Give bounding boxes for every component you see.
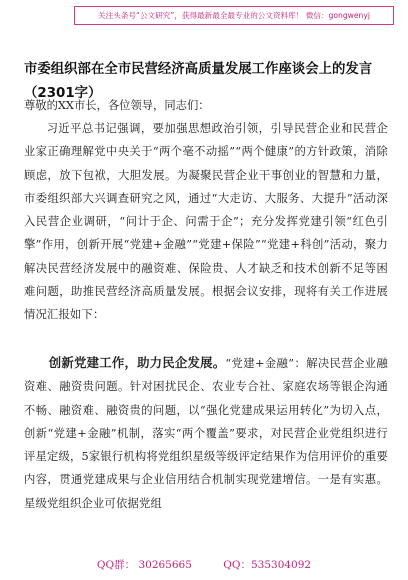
footer-qq-number: QQ：535304092 [223,559,312,571]
salutation: 尊敬的XX市长，各位领导，同志们： [24,99,210,112]
footer-qq-group: QQ群： 30265665 [96,559,192,571]
section-text: “党建+金融”：解决民营企业融资难、融资贵问题。针对困扰民企、农业专合社、家庭农场等银企沟通不畅、融资难、融资贵的问题，以“强化党建成果运用转化”为切入点，创新“党建+金融”机制，落实“两个覆盖”要求，对民营企业党组织进行评星定级，5家银行机构将党组织星级等级评定结果作为信用评价的重要内容，贯通党建成果与企业信用结合机制实现党建增信。一是有实惠。星级党组织企业可依据党组 [24,357,388,510]
footer-contact [0,556,408,574]
promo-banner: 关注头条号“公文研究”，获得最新最全最专业的公文资料库！ 微信：gongwenyj [74,6,394,25]
body-paragraph-2 [24,351,388,515]
body-paragraph-1: 习近平总书记强调，要加强思想政治引领，引导民营企业和民营企业家正确理解党中央关于“两个毫不动摇”“两个健康”的方针政策，消除顾虑，放下包袱，大胆发展。为凝聚民营企业干事创业的智慧和力量，市委组织部大兴调查研究之风，通过“大走访、大服务、大提升”活动深入民营企业调研，“问计于企、问需于企”；充分发挥党建引领“红色引擎”作用，创新开展“党建+金融”“党建+保险”“党建+科创”活动，聚力解决民营经济发展中的融资难、保险贵、人才缺乏和技术创新不足等困难问题，助推民营经济高质量发展。根据会议安排，现将有关工作进展情况汇报如下： [24,122,388,322]
document-title: 市委组织部在全市民营经济高质量发展工作座谈会上的发言（2301字） [24,62,373,101]
section-heading: 创新党建工作，助力民企发展。 [48,355,226,370]
